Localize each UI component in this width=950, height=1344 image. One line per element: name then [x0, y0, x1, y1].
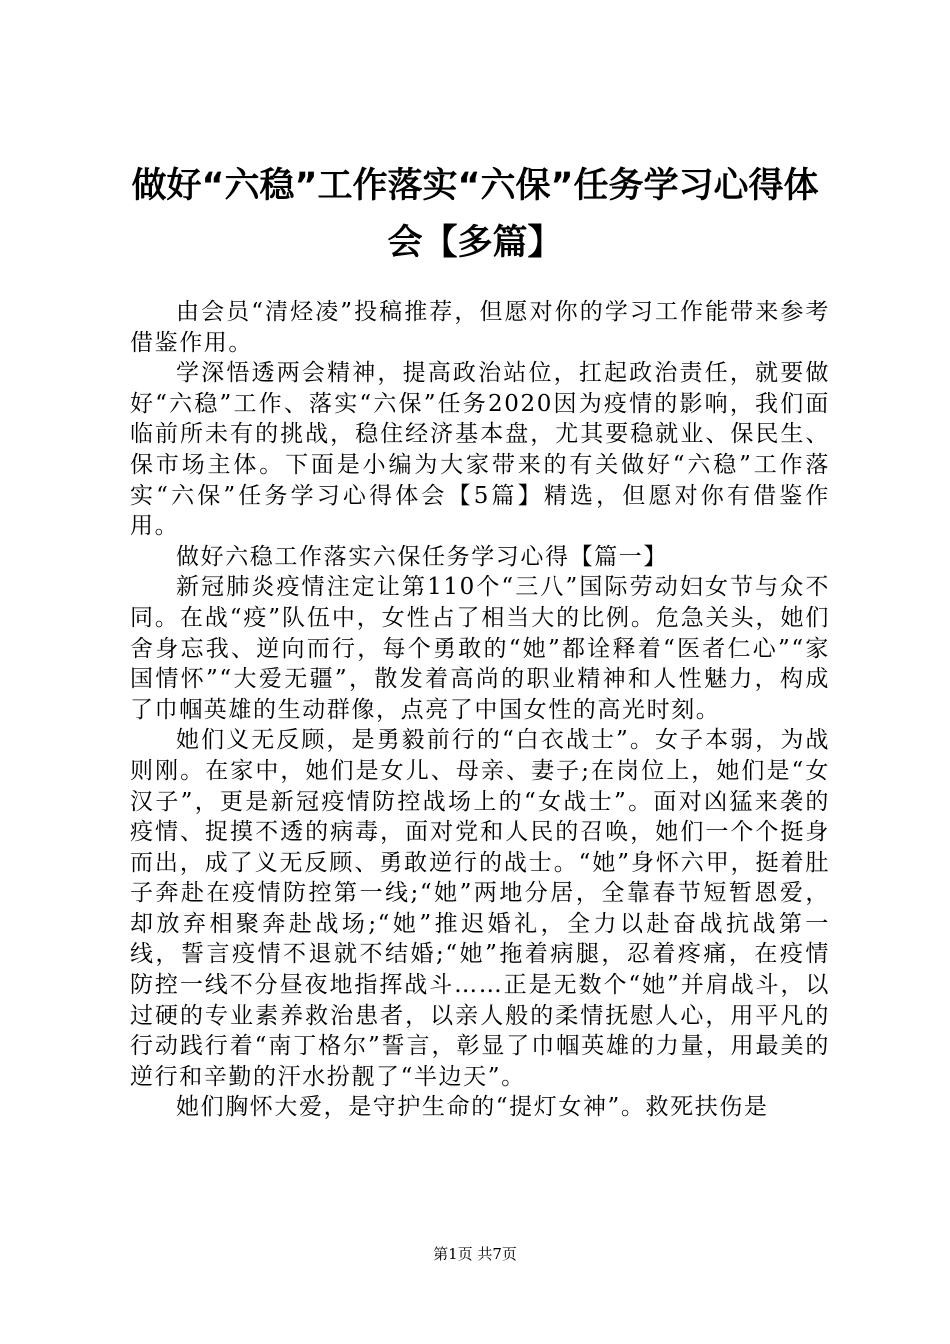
- paragraph-body: 新冠肺炎疫情注定让第110个“三八”国际劳动妇女节与众不同。在战“疫”队伍中，女性占了相当大的比例。危急关头，她们舍身忘我、逆向而行，每个勇敢的“她”都诠释着“医者仁心”“家国情怀”“大爱无疆”，散发着高尚的职业精神和人性魅力，构成了巾帼英雄的生动群像，点亮了中国女性的高光时刻。: [130, 574, 830, 723]
- section-heading: 做好六稳工作落实六保任务学习心得【篇一】: [176, 543, 668, 570]
- document-title: 做好“六稳”工作落实“六保”任务学习心得体会【多篇】: [131, 166, 819, 263]
- paragraph-summary: 学深悟透两会精神，提高政治站位，扛起政治责任，就要做好“六稳”工作、落实“六保”任务2020因为疫情的影响，我们面临前所未有的挑战，稳住经济基本盘，尤其要稳就业、保民生、保市场主体。下面是小编为大家带来的有关做好“六稳”工作落实“六保”任务学习心得体会【5篇】精选，但愿对你有借鉴作用。: [130, 360, 830, 540]
- paragraph-body: 她们义无反顾，是勇毅前行的“白衣战士”。女子本弱，为战则刚。在家中，她们是女儿、母亲、妻子;在岗位上，她们是“女汉子”，更是新冠疫情防控战场上的“女战士”。面对凶猛来袭的疫情、捉摸不透的病毒，面对党和人民的召唤，她们一个个挺身而出，成了义无反顾、勇敢逆行的战士。“她”身怀六甲，挺着肚子奔赴在疫情防控第一线;“她”两地分居，全靠春节短暂恩爱，却放弃相聚奔赴战场;“她”推迟婚礼，全力以赴奋战抗战第一线，誓言疫情不退就不结婚;“她”拖着病腿，忍着疼痛，在疫情防控一线不分昼夜地指挥战斗……正是无数个“她”并肩战斗，以过硬的专业素养救治患者，以亲人般的柔情抚慰人心，用平凡的行动践行着“南丁格尔”誓言，彰显了巾帼英雄的力量，用最美的逆行和辛勤的汗水扮靓了“半边天”。: [130, 727, 830, 1090]
- document-body: [130, 297, 830, 1123]
- paragraph-body: 她们胸怀大爱，是守护生命的“提灯女神”。救死扶伤是: [176, 1094, 769, 1121]
- page-number-footer: 第1页 共7页: [433, 1245, 517, 1263]
- paragraph-intro: 由会员“清烃凌”投稿推荐，但愿对你的学习工作能带来参考借鉴作用。: [130, 299, 830, 356]
